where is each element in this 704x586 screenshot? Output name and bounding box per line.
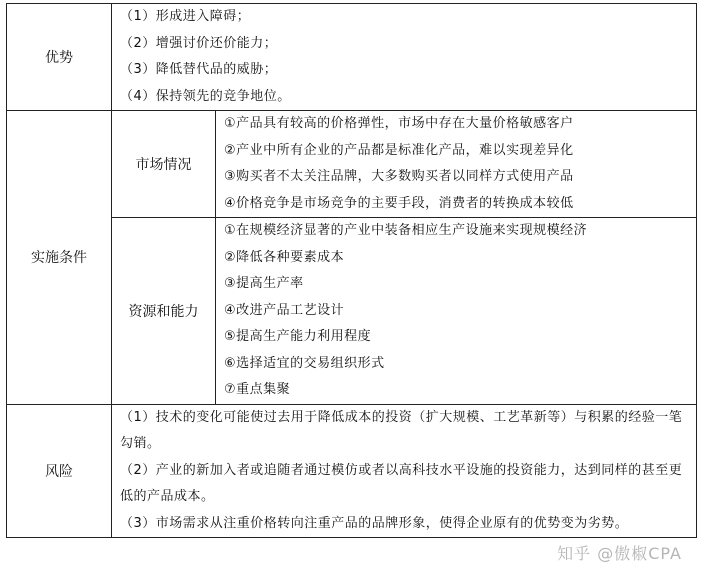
risk-content <box>112 404 697 538</box>
resources-item: ⑦重点集聚 <box>224 382 291 397</box>
watermark: 知乎 @傲椒CPA <box>557 544 682 563</box>
market-item: ②产业中所有企业的产品都是标准化产品，难以实现差异化 <box>224 142 574 158</box>
resources-item: ④改进产品工艺设计 <box>224 302 345 318</box>
advantage-content <box>112 4 697 111</box>
resources-item: ③提高生产率 <box>224 276 304 291</box>
resources-item: ⑥选择适宜的交易组织形式 <box>224 355 385 371</box>
market-item: ④价格竞争是市场竞争的主要手段，消费者的转换成本较低 <box>224 195 574 211</box>
advantage-row <box>7 4 697 111</box>
market-item: ③购买者不太关注品牌，大多数购买者以同样方式使用产品 <box>224 169 574 184</box>
advantage-item: （4）保持领先的竞争地位。 <box>120 88 291 104</box>
market-item: ①产品具有较高的价格弹性，市场中存在大量价格敏感客户 <box>224 116 574 131</box>
conditions-market-row <box>7 111 697 218</box>
conditions-label: 实施条件 <box>7 111 112 405</box>
advantage-label: 优势 <box>7 4 112 111</box>
market-content <box>216 111 697 218</box>
risk-row <box>7 404 697 538</box>
resources-item: ②降低各种要素成本 <box>224 249 345 265</box>
resources-label: 资源和能力 <box>112 218 216 405</box>
strategy-table <box>6 3 697 538</box>
resources-content <box>216 218 697 405</box>
market-label: 市场情况 <box>112 111 216 218</box>
advantage-item: （1）形成进入障碍； <box>120 9 251 24</box>
resources-item: ⑤提高生产能力利用程度 <box>224 329 372 344</box>
resources-item: ①在规模经济显著的产业中装备相应生产设施来实现规模经济 <box>224 223 588 238</box>
risk-item: （3）市场需求从注重价格转向注重产品的品牌形象，使得企业原有的优势变为劣势。 <box>120 515 629 531</box>
advantage-item: （3）降低替代品的威胁； <box>120 62 278 77</box>
risk-item: （2）产业的新加入者或追随者通过模仿或者以高科技水平设施的投资能力，达到同样的甚至更低的产品成本。 <box>120 462 683 504</box>
risk-item: （1）技术的变化可能使过去用于降低成本的投资（扩大规模、工艺革新等）与积累的经验一笔勾销。 <box>120 409 683 451</box>
advantage-item: （2）增强讨价还价能力； <box>120 35 278 51</box>
risk-label: 风险 <box>7 404 112 538</box>
